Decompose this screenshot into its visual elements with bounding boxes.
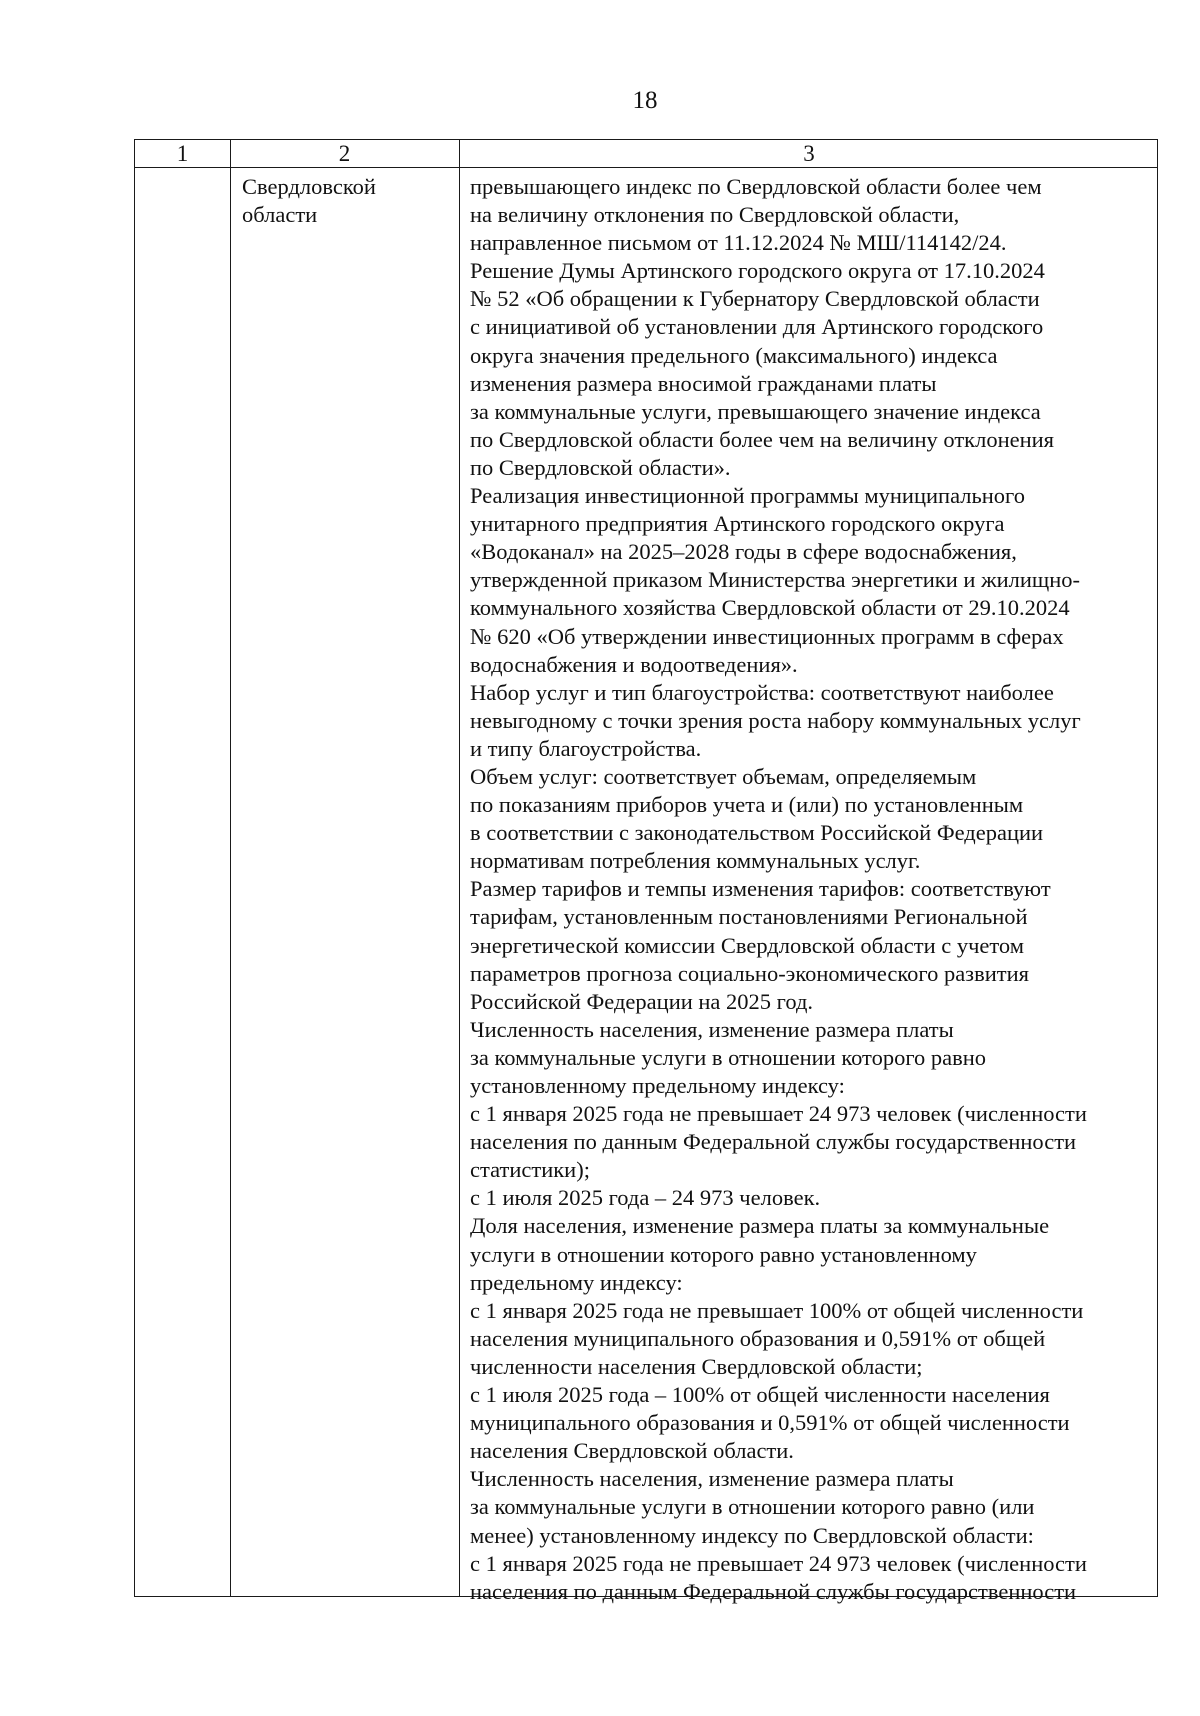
column-3-text-line: по показаниям приборов учета и (или) по установленным bbox=[470, 792, 1024, 818]
column-3-text-line: в соответствии с законодательством Российской Федерации bbox=[470, 820, 1044, 846]
column-3-text-line: Объем услуг: соответствует объемам, определяемым bbox=[470, 763, 977, 789]
column-2-text-line: области bbox=[242, 202, 318, 227]
column-3-text-line: на величину отклонения по Свердловской области, bbox=[470, 202, 960, 228]
column-3-cell bbox=[470, 173, 1156, 1606]
column-3-text-line: превышающего индекс по Свердловской области более чем bbox=[470, 174, 1042, 199]
column-divider-2 bbox=[459, 140, 460, 1596]
column-3-text-line: Реализация инвестиционной программы муниципального bbox=[470, 483, 1025, 509]
column-3-text-line: населения по данным Федеральной службы государственности bbox=[470, 1129, 1077, 1155]
column-3-text-line: изменения размера вносимой гражданами платы bbox=[470, 370, 937, 396]
column-3-text-line: установленному предельному индексу: bbox=[470, 1073, 845, 1098]
column-3-text-line: за коммунальные услуги, превышающего значение индекса bbox=[470, 398, 1041, 424]
column-3-text-line: Численность населения, изменение размера платы bbox=[470, 1466, 954, 1492]
column-3-text-line: за коммунальные услуги в отношении которого равно (или bbox=[470, 1494, 1035, 1520]
column-3-text-line: численности населения Свердловской области; bbox=[470, 1353, 923, 1379]
column-3-text-line: нормативам потребления коммунальных услуг. bbox=[470, 848, 921, 874]
column-3-text-line: за коммунальные услуги в отношении которого равно bbox=[470, 1044, 987, 1070]
column-3-text-line: Набор услуг и тип благоустройства: соответствуют наиболее bbox=[470, 679, 1054, 705]
column-3-text-line: коммунального хозяйства Свердловской области от 29.10.2024 bbox=[470, 595, 1070, 621]
column-3-text-line: с 1 января 2025 года не превышает 100% от общей численности bbox=[470, 1297, 1084, 1323]
column-3-text-line: невыгодному с точки зрения роста набору коммунальных услуг bbox=[470, 707, 1081, 733]
column-3-text-line: предельному индексу: bbox=[470, 1269, 683, 1295]
column-3-text-line: населения по данным Федеральной службы государственности bbox=[470, 1578, 1077, 1604]
column-2-text-line: Свердловской bbox=[242, 174, 376, 199]
column-divider-1 bbox=[230, 140, 231, 1596]
column-3-text-line: Решение Думы Артинского городского округа от 17.10.2024 bbox=[470, 258, 1045, 284]
column-3-text-line: с 1 июля 2025 года – 100% от общей численности населения bbox=[470, 1382, 1050, 1408]
column-3-text-line: № 52 «Об обращении к Губернатору Свердловской области bbox=[470, 286, 1040, 312]
column-3-text-line: № 620 «Об утверждении инвестиционных программ в сферах bbox=[470, 623, 1064, 649]
column-3-text-line: Численность населения, изменение размера платы bbox=[470, 1016, 954, 1042]
column-header-2: 2 bbox=[338, 141, 351, 166]
column-3-text-line: округа значения предельного (максимального) индекса bbox=[470, 342, 998, 368]
column-header-1: 1 bbox=[176, 141, 189, 166]
column-3-text-line: менее) установленному индексу по Свердловской области: bbox=[470, 1522, 1034, 1548]
column-3-text-line: по Свердловской области более чем на величину отклонения bbox=[470, 426, 1055, 452]
column-3-text-line: населения Свердловской области. bbox=[470, 1438, 794, 1464]
column-3-text-line: параметров прогноза социально-экономического развития bbox=[470, 960, 1029, 986]
column-3-text-line: муниципального образования и 0,591% от общей численности bbox=[470, 1410, 1070, 1436]
column-3-text-line: с 1 января 2025 года не превышает 24 973 человек (численности bbox=[470, 1550, 1087, 1576]
column-3-text-line: населения муниципального образования и 0,591% от общей bbox=[470, 1325, 1046, 1351]
header-divider bbox=[135, 167, 1157, 168]
column-3-text-line: направленное письмом от 11.12.2024 № МШ/114142/24. bbox=[470, 230, 1007, 256]
column-3-text-line: с инициативой об установлении для Артинского городского bbox=[470, 314, 1044, 340]
column-3-text-line: тарифам, установленным постановлениями Региональной bbox=[470, 904, 1028, 930]
column-3-text-line: унитарного предприятия Артинского городского округа bbox=[470, 511, 1005, 537]
column-3-text-line: Российской Федерации на 2025 год. bbox=[470, 988, 814, 1014]
page-number: 18 bbox=[632, 87, 658, 114]
column-3-text-line: утвержденной приказом Министерства энергетики и жилищно- bbox=[470, 567, 1081, 593]
column-3-text-line: Доля населения, изменение размера платы за коммунальные bbox=[470, 1213, 1050, 1239]
column-3-text-line: статистики); bbox=[470, 1157, 590, 1183]
column-3-text-line: водоснабжения и водоотведения». bbox=[470, 651, 798, 677]
column-3-text-line: энергетической комиссии Свердловской области с учетом bbox=[470, 932, 1024, 958]
column-3-text-line: «Водоканал» на 2025–2028 годы в сфере водоснабжения, bbox=[470, 539, 1017, 565]
column-3-text-line: Размер тарифов и темпы изменения тарифов: соответствуют bbox=[470, 876, 1051, 902]
column-3-text-line: услуги в отношении которого равно установленному bbox=[470, 1241, 977, 1267]
column-3-text-line: с 1 июля 2025 года – 24 973 человек. bbox=[470, 1185, 821, 1211]
document-table bbox=[134, 139, 1158, 1604]
column-3-text-line: и типу благоустройства. bbox=[470, 735, 702, 761]
column-2-cell bbox=[242, 173, 452, 229]
column-3-text-line: с 1 января 2025 года не превышает 24 973 человек (численности bbox=[470, 1101, 1087, 1127]
column-3-text-line: по Свердловской области». bbox=[470, 454, 731, 480]
column-header-3: 3 bbox=[803, 141, 815, 166]
